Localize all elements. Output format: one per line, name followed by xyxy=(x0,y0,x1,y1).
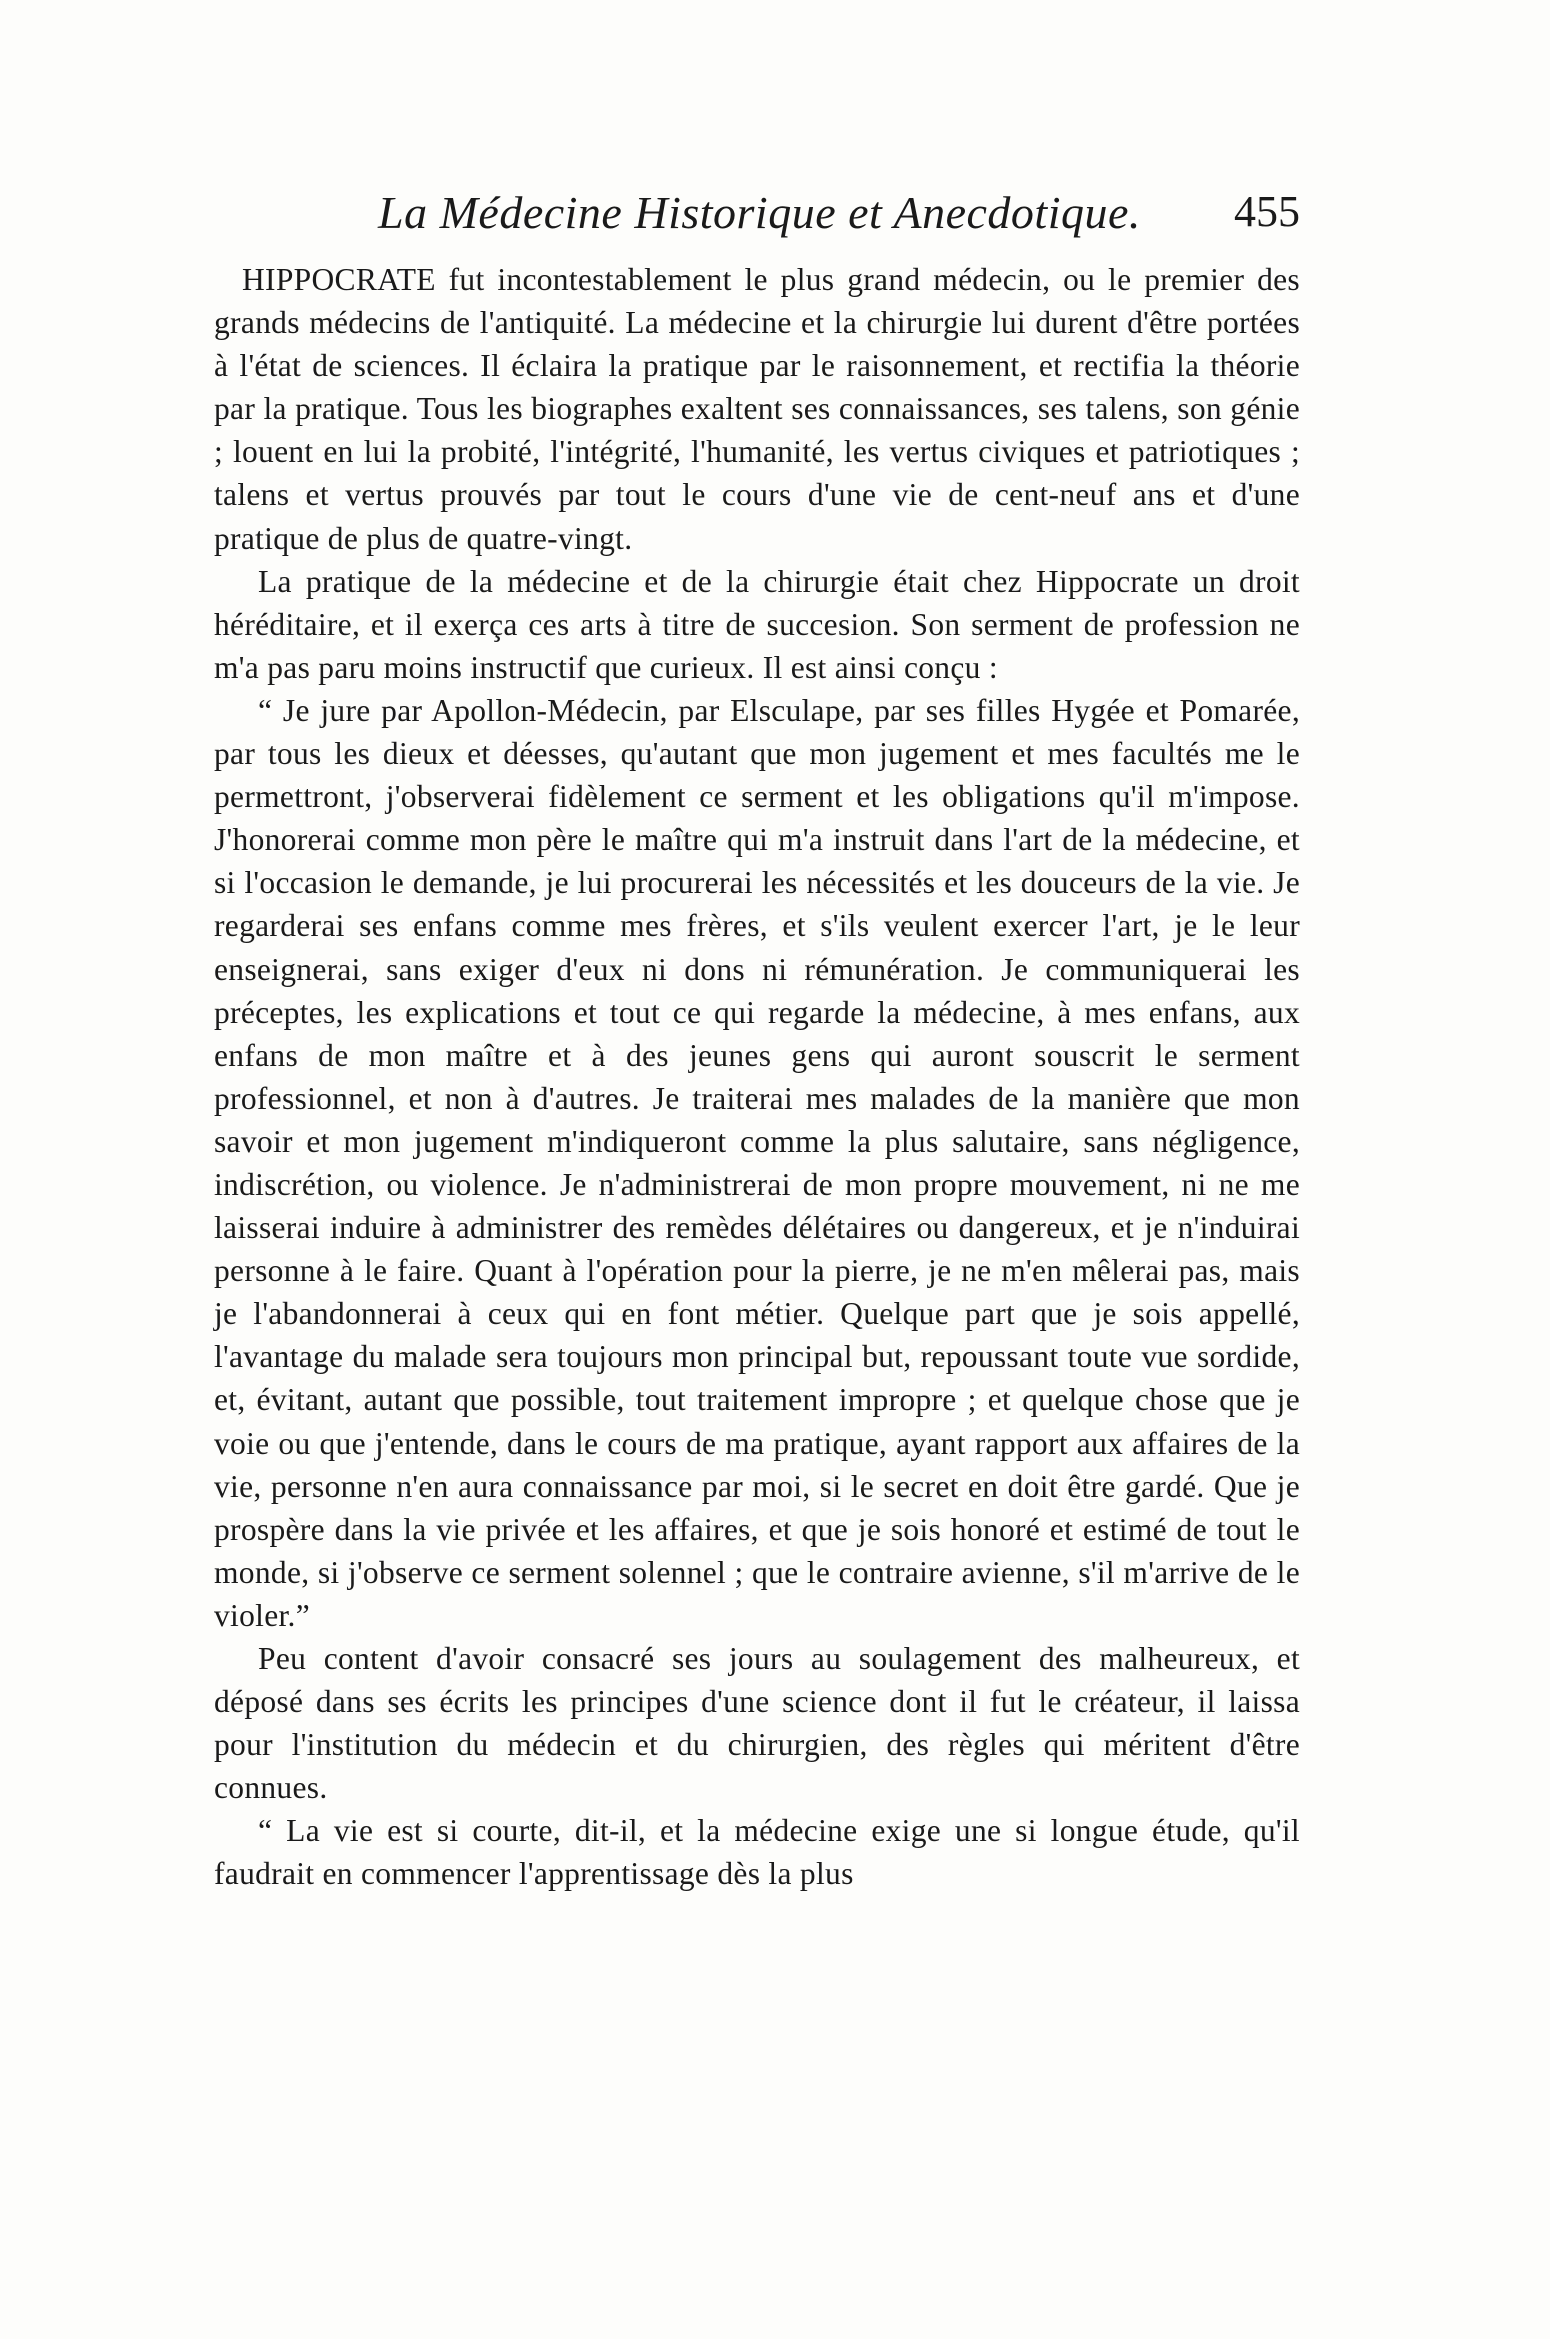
paragraph-hereditary-practice: La pratique de la médecine et de la chirurgie était chez Hippocrate un droit héréditaire, et il exerça ces arts à titre de succesion. Son serment de profession ne m'a pas paru moins instructif que curieux. Il est ainsi conçu : xyxy=(214,563,1300,685)
paragraph-hippocrate-intro: HIPPOCRATE fut incontestablement le plus grand médecin, ou le premier des grands médecins de l'antiquité. La médecine et la chirurgie lui durent d'être portées à l'état de sciences. Il éclaira la pratique par le raisonnement, et rectifia la théorie par la pratique. Tous les biographes exaltent ses connaissances, ses talens, son génie ; louent en lui la probité, l'intégrité, l'humanité, les vertus civiques et patriotiques ; talens et vertus prouvés par tout le cours d'une vie de cent-neuf ans et d'une pratique de plus de quatre-vingt. xyxy=(214,262,1300,556)
body-text xyxy=(214,258,1300,1896)
paragraph-life-is-short: “ La vie est si courte, dit-il, et la médecine exige une si longue étude, qu'il faudrait en commencer l'apprentissage dès la plus xyxy=(214,1813,1300,1892)
page-number: 455 xyxy=(1234,187,1300,236)
running-title: La Médecine Historique et Anecdotique. xyxy=(378,187,1141,238)
running-head xyxy=(216,186,1300,246)
paragraph-oath: “ Je jure par Apollon-Médecin, par Elsculape, par ses filles Hygée et Pomarée, par tous les dieux et déesses, qu'autant que mon jugement et mes facultés me le permettront, j'observerai fidèlement ce serment et les obligations qu'il m'impose. J'honorerai comme mon père le maître qui m'a instruit dans l'art de la médecine, et si l'occasion le demande, je lui procurerai les nécessités et les douceurs de la vie. Je regarderai ses enfans comme mes frères, et s'ils veulent exercer l'art, je le leur enseignerai, sans exiger d'eux ni dons ni rémunération. Je communiquerai les préceptes, les explications et tout ce qui regarde la médecine, à mes enfans, aux enfans de mon maître et à des jeunes gens qui auront souscrit le serment professionnel, et non à d'autres. Je traiterai mes malades de la manière que mon savoir et mon jugement m'indiqueront comme la plus salutaire, sans négligence, indiscrétion, ou violence. Je n'administrerai de mon propre mouvement, ni ne me laisserai induire à administrer des remèdes délétaires ou dangereux, et je n'induirai personne à le faire. Quant à l'opération pour la pierre, je ne m'en mêlerai pas, mais je l'abandonnerai à ceux qui en font métier. Quelque part que je sois appellé, l'avantage du malade sera toujours mon principal but, repoussant toute vue sordide, et, évitant, autant que possible, tout traitement impropre ; et quelque chose que je voie ou que j'entende, dans le cours de ma pratique, ayant rapport aux affaires de la vie, personne n'en aura connaissance par moi, si le secret en doit être gardé. Que je prospère dans la vie privée et les affaires, et que je sois honoré et estimé de tout le monde, si j'observe ce serment solennel ; que le contraire avienne, s'il m'arrive de le violer.” xyxy=(214,692,1300,1633)
paragraph-rules: Peu content d'avoir consacré ses jours au soulagement des malheureux, et déposé dans ses écrits les principes d'une science dont il fut le créateur, il laissa pour l'institution du médecin et du chirurgien, des règles qui méritent d'être connues. xyxy=(214,1641,1300,1806)
